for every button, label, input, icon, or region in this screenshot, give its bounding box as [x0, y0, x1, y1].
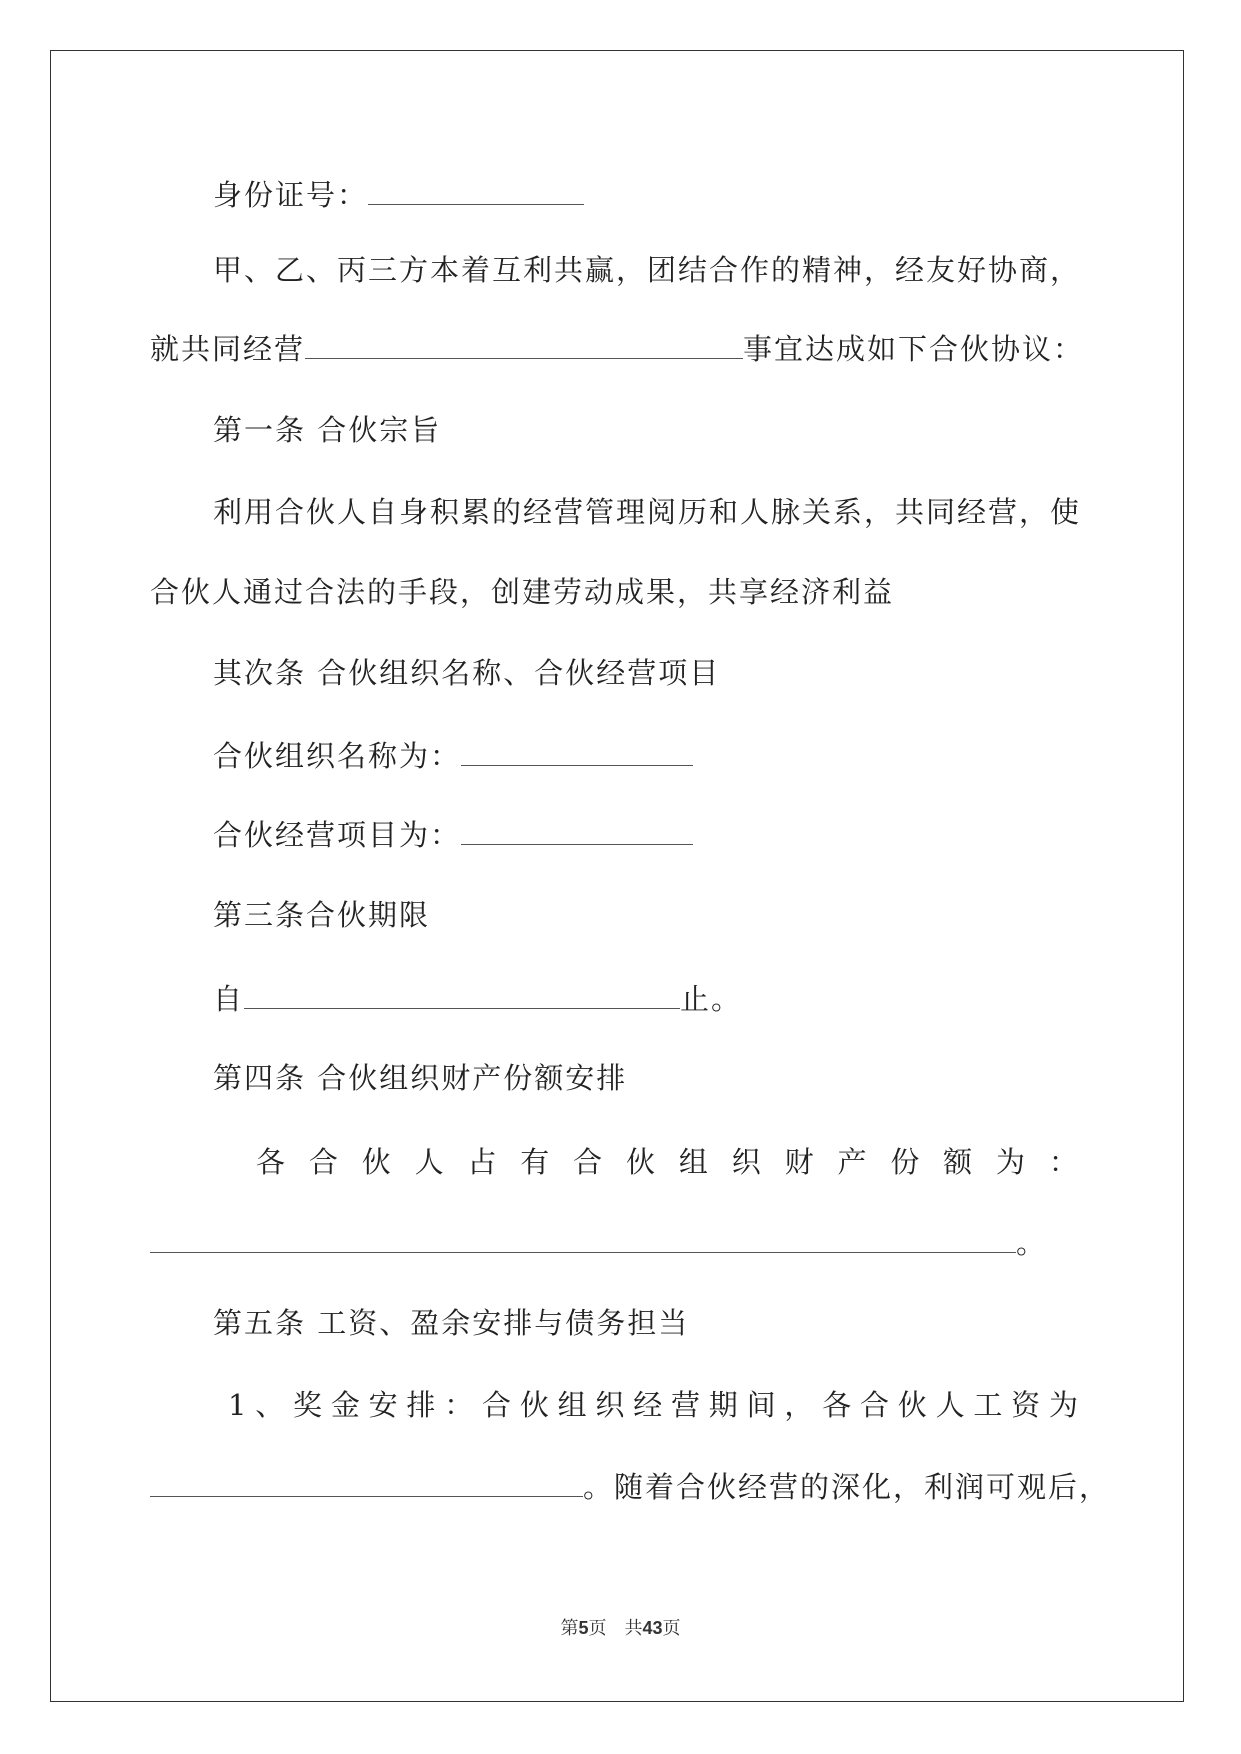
id-number-blank[interactable] [368, 174, 584, 205]
char: 排 [406, 1388, 436, 1422]
char: 伙 [361, 1145, 391, 1179]
page-total: 43 [642, 1618, 663, 1638]
business-blank[interactable] [305, 328, 743, 359]
term-blank[interactable] [244, 978, 680, 1009]
intro-text-a: 就共同经营 [150, 332, 306, 366]
org-name-blank[interactable] [461, 735, 693, 766]
char: 合 [308, 1145, 338, 1179]
char: 资 [1011, 1388, 1041, 1422]
article-1-text-1: 利用合伙人自身积累的经营管理阅历和人脉关系，共同经营，使 [213, 495, 1082, 529]
char: 织 [731, 1145, 761, 1179]
char: 间 [746, 1388, 776, 1422]
char: 安 [368, 1388, 398, 1422]
char: 有 [520, 1145, 550, 1179]
char: 营 [671, 1388, 701, 1422]
page-border [50, 50, 1184, 1702]
id-number-line [213, 174, 584, 215]
paragraph-intro-1: 甲、乙、丙三方本着互利共赢，团结合作的精神，经友好协商， [213, 253, 1082, 287]
char: 占 [467, 1145, 497, 1179]
article-4-heading: 第四条 合伙组织财产份额安排 [213, 1061, 628, 1095]
footer-prefix: 第 [560, 1618, 579, 1638]
term-line [213, 978, 742, 1019]
char: 各 [822, 1388, 852, 1422]
project-label: 合伙经营项目为： [213, 818, 462, 852]
bonus-line [228, 1385, 1078, 1425]
id-number-label: 身份证号： [213, 178, 369, 212]
org-name-line [213, 735, 693, 776]
term-end: 止。 [680, 982, 743, 1016]
char: 为 [1048, 1388, 1078, 1422]
char: 1 [228, 1388, 247, 1422]
char: 额 [943, 1145, 973, 1179]
char: 合 [573, 1145, 603, 1179]
footer-suffix: 页 [662, 1618, 681, 1638]
char: 工 [973, 1388, 1003, 1422]
property-share-blank-line [150, 1222, 1047, 1263]
char: 人 [414, 1145, 444, 1179]
property-share-blank[interactable] [150, 1222, 1016, 1253]
char: ： [444, 1388, 474, 1422]
char: 财 [784, 1145, 814, 1179]
char: 产 [837, 1145, 867, 1179]
char: 伙 [626, 1145, 656, 1179]
article-5-heading: 第五条 工资、盈余安排与债务担当 [213, 1306, 690, 1340]
char: 合 [482, 1388, 512, 1422]
intro-text-b: 事宜达成如下合伙协议： [743, 332, 1085, 366]
char: ： [1048, 1145, 1078, 1179]
article-2-heading: 其次条 合伙组织名称、合伙经营项目 [213, 656, 721, 690]
char: 合 [859, 1388, 889, 1422]
char: 金 [330, 1388, 360, 1422]
char: 伙 [897, 1388, 927, 1422]
char: 各 [256, 1145, 286, 1179]
article-1-text-2: 合伙人通过合法的手段，创建劳动成果，共享经济利益 [150, 575, 895, 609]
paragraph-intro-2 [150, 328, 1084, 369]
project-blank[interactable] [461, 814, 693, 845]
char: 为 [996, 1145, 1026, 1179]
char: 织 [595, 1388, 625, 1422]
char: 经 [633, 1388, 663, 1422]
property-share-line [256, 1142, 1078, 1182]
salary-text: 。随着合伙经营的深化，利润可观后， [583, 1470, 1111, 1504]
char: 伙 [519, 1388, 549, 1422]
article-1-heading: 第一条 合伙宗旨 [213, 413, 442, 447]
char: ， [784, 1388, 814, 1422]
char: 期 [708, 1388, 738, 1422]
project-line [213, 814, 693, 855]
char: 组 [678, 1145, 708, 1179]
salary-blank-line [150, 1466, 1110, 1507]
term-from: 自 [213, 982, 245, 1016]
footer-mid: 页 共 [588, 1618, 643, 1638]
org-name-label: 合伙组织名称为： [213, 739, 462, 773]
salary-blank[interactable] [150, 1466, 583, 1497]
page-footer [0, 1614, 1241, 1640]
char: 组 [557, 1388, 587, 1422]
char: 奖 [293, 1388, 323, 1422]
char: 份 [890, 1145, 920, 1179]
char: 人 [935, 1388, 965, 1422]
char: 、 [255, 1388, 285, 1422]
period: 。 [1016, 1226, 1048, 1260]
article-3-heading: 第三条合伙期限 [213, 898, 431, 932]
page-number: 5 [578, 1618, 589, 1638]
